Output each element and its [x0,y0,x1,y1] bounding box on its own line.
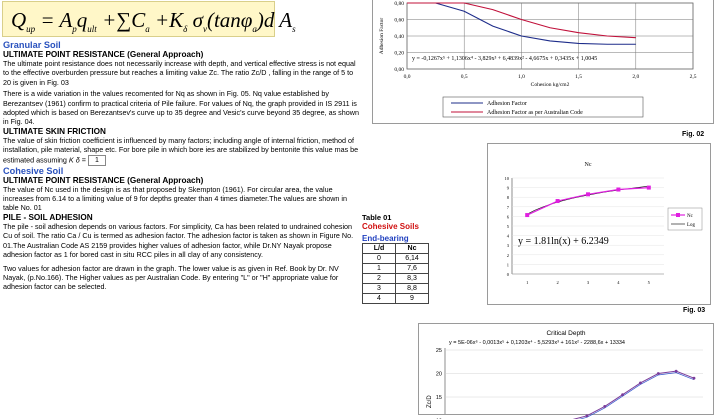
nc-point [586,192,590,196]
critical-point [657,372,660,375]
cell-ld: 3 [363,284,396,294]
y-tick-label: 0,80 [394,1,404,7]
y-tick-label: 0 [507,272,510,277]
critical-point [675,370,678,373]
x-tick-label: 1,5 [575,74,582,80]
y-tick-label: 10 [505,176,510,181]
trendline [527,186,649,214]
y-tick-label: 2 [507,253,509,258]
paragraph-skin [3,136,360,166]
trendline-equation: y = 5E-06x⁶ - 0,0013x⁵ + 0,1203x⁴ - 5,5293x³ + 161x² - 2288,6x + 13334 [449,339,625,346]
legend-box [668,208,702,230]
y-tick-label: 7 [507,205,510,210]
trendline-equation: y = 1.81ln(x) + 6.2349 [518,236,609,247]
legend-label-2: Log [687,223,696,228]
y-tick-label: 6 [507,214,510,219]
legend-marker-1 [676,213,680,217]
fig-02-label: Fig. 02 [682,131,704,138]
design-formula: $Q_{up} = A_pq_{ult} +\sum C_a +K_\delta$ $\sigma_v(\tan\varphi_a)d$ $A_s$ [2,1,275,37]
kdelta-equals: = [82,155,86,164]
x-tick-label: 3 [587,280,590,285]
critical-point [639,382,642,385]
y-tick-label: 8 [507,195,510,200]
x-tick-label: 0,0 [404,74,411,80]
y-tick-label: 4 [507,234,510,239]
cohesive-heading: Cohesive Soil [3,166,360,176]
chart-title: Nc [585,162,592,168]
trendline-equation: y = -0,1267x⁵ + 1,1306x⁴ - 3,829x³ + 6,4839x² - 4,6675x + 0,3435x + 1,0045 [412,56,597,62]
table-row [363,254,429,264]
paragraph-nc: The value of Nc used in the design is as that proposed by Skempton (1961). For circular area, the value increases from 6.14 to a limiting value of 9 for depths greater than 4 times diameter.The values are shown in table No. 01 [3,185,360,213]
granular-heading: Granular Soil [3,40,360,50]
y-tick-label: 5 [507,224,510,229]
critical-series-line [569,371,694,419]
y-tick-label: 25 [436,348,442,354]
nc-chart [487,143,711,305]
y-tick-label: 0,00 [394,67,404,73]
critical-point [621,393,624,396]
x-tick-label: 2,0 [632,74,639,80]
kdelta-symbol: K δ [69,155,80,164]
table-header-row [363,244,429,254]
x-tick-label: 2,5 [690,74,697,80]
cell-ld: 4 [363,294,396,304]
paragraph-skin-text: The value of skin friction coefficient is influenced by many factors; including angle of internal friction, method of installation, pile material, shape etc. For bore pile in which bore ies are stabilized by bentonite this value mas be estimated assuming [3,136,358,164]
x-tick-label: 4 [617,280,620,285]
y-tick-label: 9 [507,186,510,191]
adhesion-factor-chart-svg [373,0,713,123]
cell-ld: 2 [363,274,396,284]
adhesion-factor-chart [372,0,714,124]
cell-nc: 8,3 [396,274,429,284]
nc-point [556,199,560,203]
critical-trendline [569,373,694,419]
x-tick-label: 2 [556,280,558,285]
table-subtitle-cohesive: Cohesive Soils [362,222,429,231]
critical-point [693,377,696,380]
skin-friction-heading: ULTIMATE SKIN FRICTION [3,127,360,136]
cell-nc: 7,6 [396,264,429,274]
chart-title: Critical Depth [546,330,585,337]
y-tick-label: 0,40 [394,34,404,40]
y-tick-label: 0,20 [394,51,404,57]
table-title: Table 01 [362,213,429,222]
header-ld: L/d [363,244,396,254]
critical-point [603,405,606,408]
cell-nc: 6,14 [396,254,429,264]
table-subtitle-endbearing: End-bearing [362,234,429,243]
table-row [363,274,429,284]
nc-point [525,213,529,217]
cell-ld: 0 [363,254,396,264]
legend-label-1: Adhesion Factor [487,101,527,107]
nc-series-line [527,188,649,215]
x-tick-label: 5 [648,280,651,285]
paragraph-nq: There is a wide variation in the values recomented for Nq as shown in Fig. 05. Nq value established by Berezantsev (1961) confirm to practical criteria of Pile failure. For values of Nq, the graph provided in IS 2911 is adopted which is based on Berezantsev's curve up to 35 degree and Vesic's curve beyond 35 degree, as shown in Fig. 04. [3,89,360,127]
nc-table [362,243,429,304]
critical-depth-chart-svg [419,324,713,414]
legend-label-1: Nc [687,214,694,219]
y-tick-label: 1 [507,262,509,267]
x-axis-label: Cohesion kg/cm2 [531,82,570,88]
paragraph-adhesion-select: Two values for adhesion factor are drawn in the graph. The lower value is as given in Ref. Book by Dr. NV Nayak, (p.No.166). The Higher values as per Australian Code. By entering "L" or "H" appropriate value for adhesion factor can be selected. [3,264,360,292]
table-row [363,284,429,294]
paragraph-zc: The ultimate point resistance does not necessarily increase with depth, and vertical effective stress is not equal to the effective overburden pressure but reaches a limiting value Zc. The ratio Zc/D , falling in the range of 5 to 20 is given in Fig. 03 [3,59,360,87]
y-tick-label: 0,60 [394,18,404,24]
cell-ld: 1 [363,264,396,274]
adhesion-heading: PILE - SOIL ADHESION [3,213,360,222]
y-tick-label: 20 [436,372,442,378]
paragraph-adhesion: The pile - soil adhesion depends on various factors. For simplicity, Ca has been related to undrained cohesion Cu of soil. The ratio Ca / Cu is termed as adhesion factor. The adhesion factor is taken as shown in Figure No. 01.The Australian Code AS 2159 provides higher values of adhesion factor, while Dr.NY Nayak propose adhesion factor as 1 for bored cast in situ RCC piles in all clay of any consistency. [3,222,360,260]
table-row [363,294,429,304]
critical-depth-chart [418,323,714,415]
ult-point-heading-cohesive: ULTIMATE POINT RESISTANCE (General Approach) [3,176,360,185]
cell-nc: 8,8 [396,284,429,294]
nc-point [616,188,620,192]
legend-label-2: Adhesion Factor as per Australian Code [487,110,583,116]
x-tick-label: 1 [526,280,528,285]
table-row [363,264,429,274]
kdelta-value-cell[interactable]: 1 [88,155,106,166]
header-nc: Nc [396,244,429,254]
y-tick-label: 15 [436,395,442,401]
fig-03-label: Fig. 03 [683,307,705,314]
table-01 [362,213,429,304]
x-tick-label: 0,5 [461,74,468,80]
cell-nc: 9 [396,294,429,304]
ult-point-heading-granular: ULTIMATE POINT RESISTANCE (General Approach) [3,50,360,59]
y-axis-label: Zc/D [427,395,433,408]
nc-chart-svg [488,144,710,304]
text-column [3,40,360,292]
nc-point [647,186,651,190]
critical-point [585,414,588,417]
y-tick-label: 3 [507,243,510,248]
x-tick-label: 1,0 [518,74,525,80]
y-axis-label: Adhesion Factor [379,18,385,55]
